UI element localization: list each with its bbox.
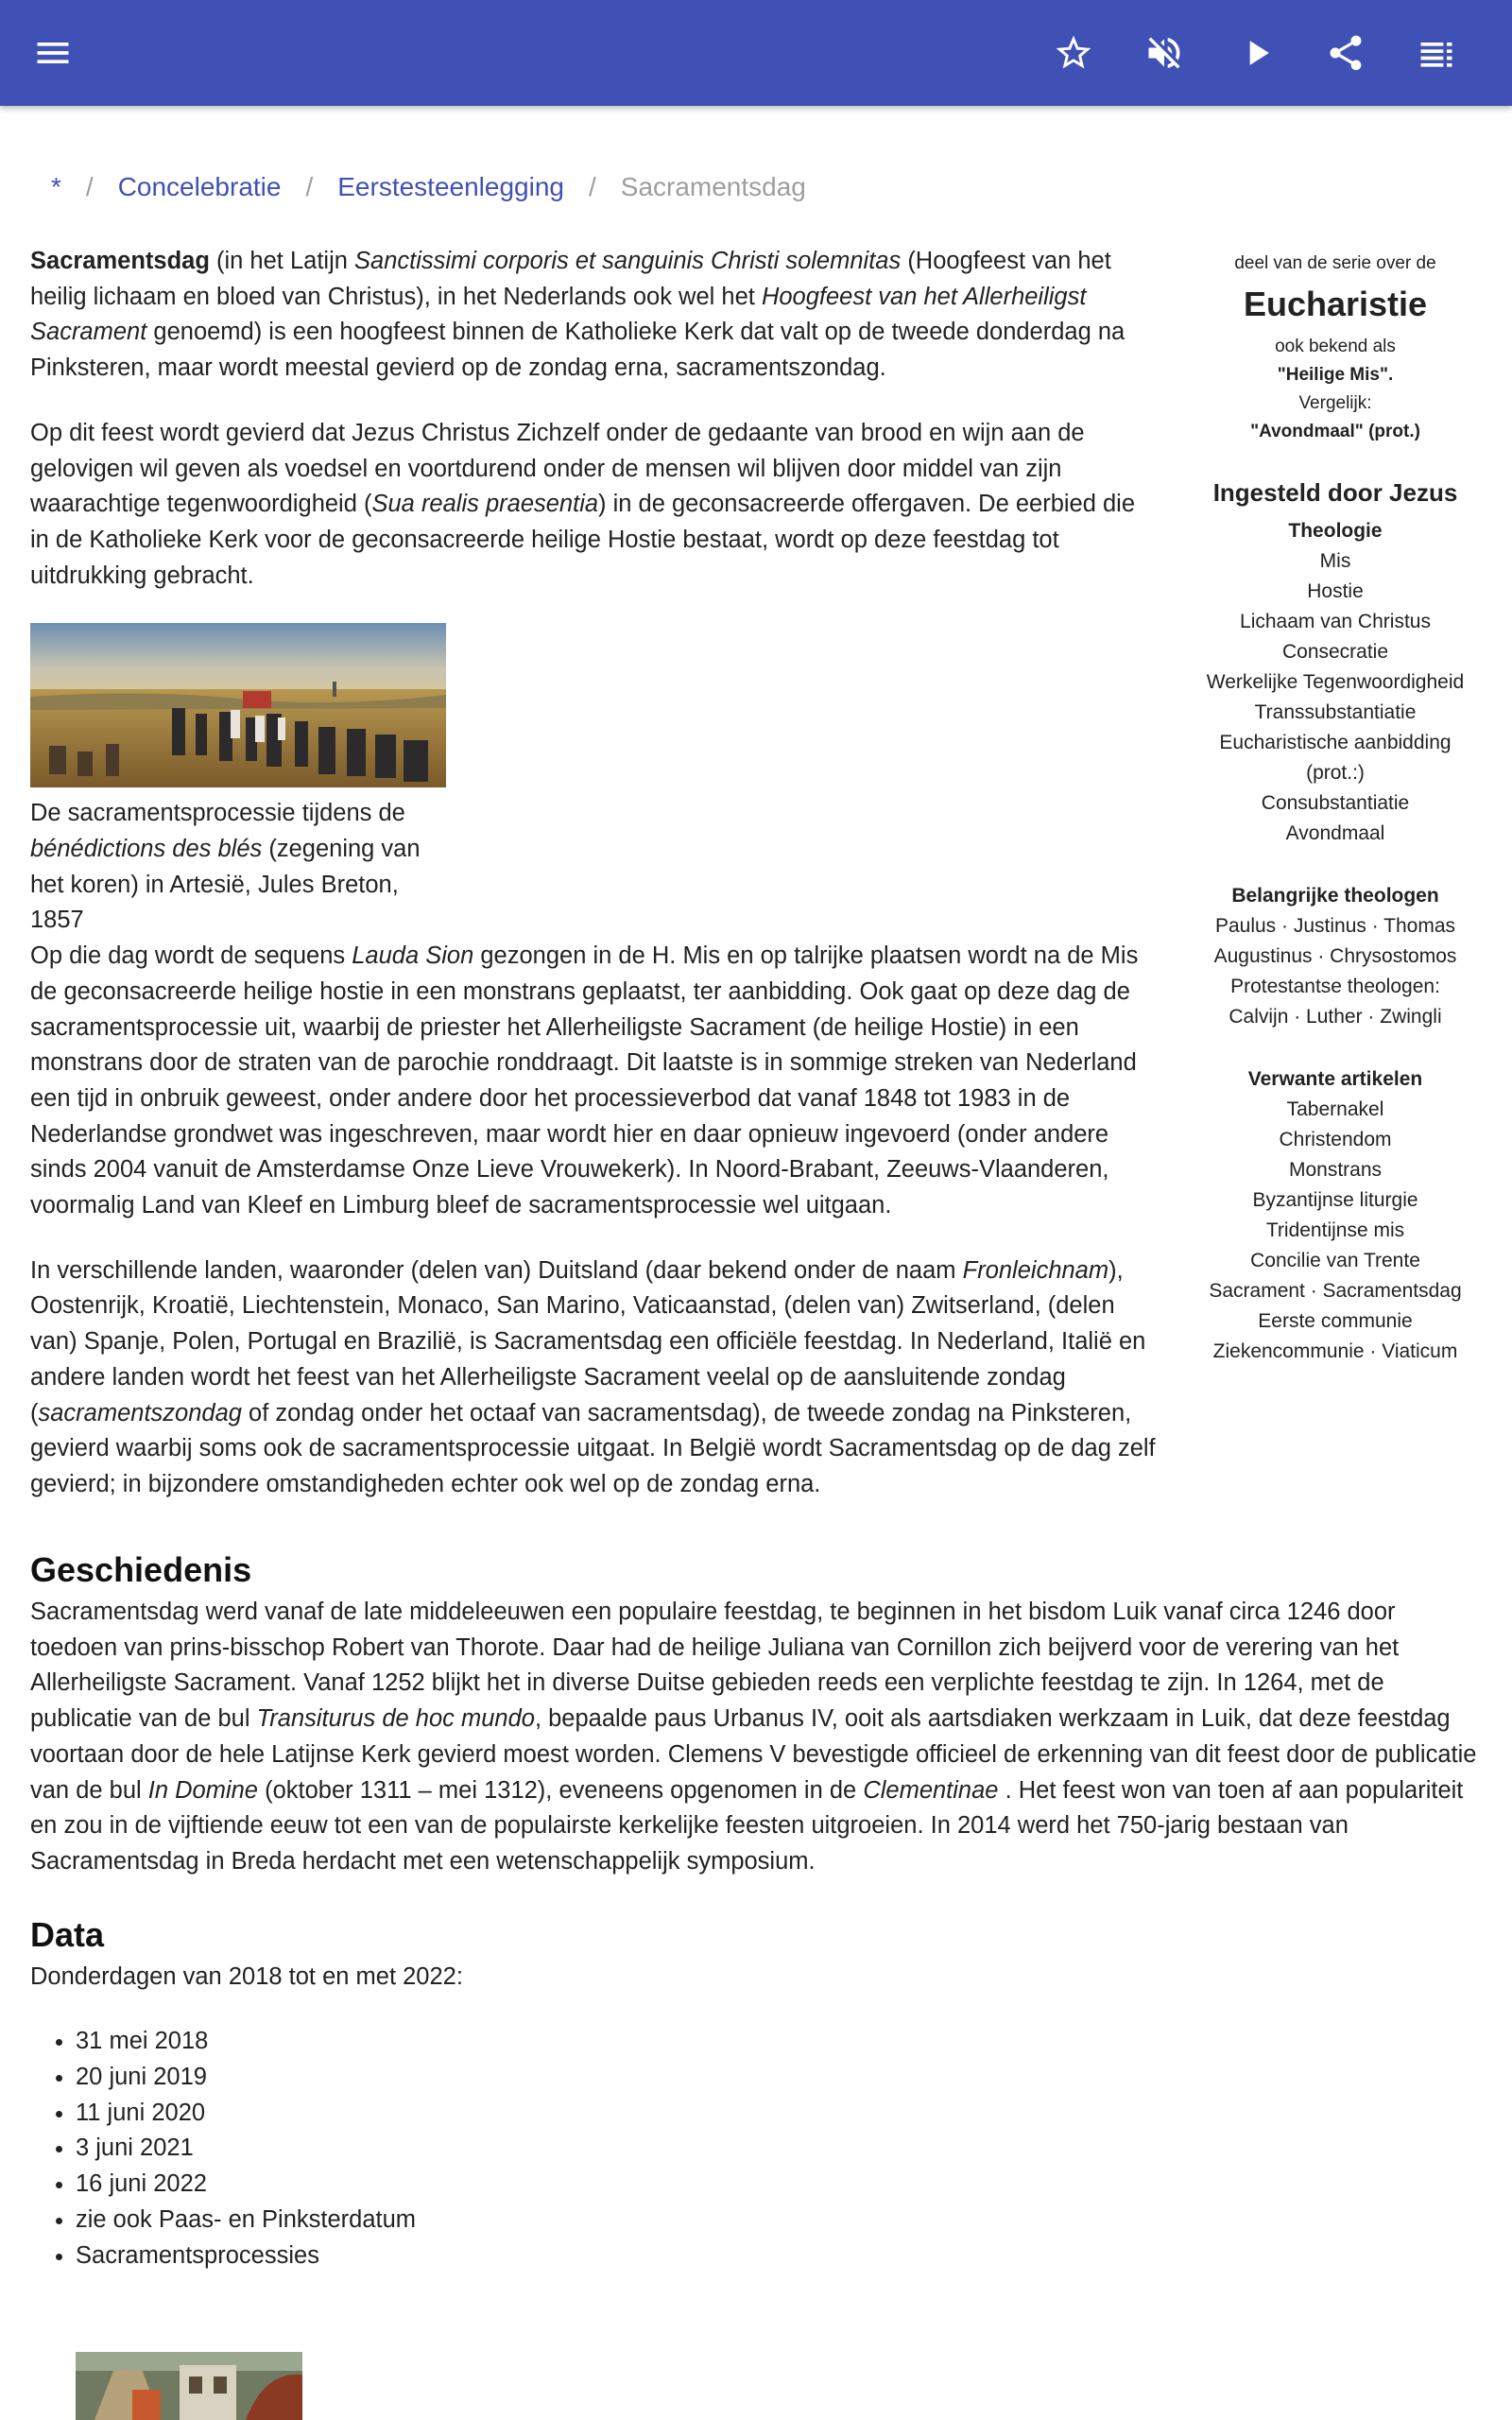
article-sections bbox=[30, 1547, 1482, 2273]
playlist-icon[interactable] bbox=[1408, 25, 1465, 81]
dates-list bbox=[76, 2024, 1482, 2273]
theologie-item[interactable]: Avondmaal bbox=[1285, 822, 1385, 844]
app-bar bbox=[0, 0, 1512, 106]
aka-label: ook bekend als bbox=[1275, 337, 1396, 356]
verwante-item[interactable]: Tridentijnse mis bbox=[1265, 1219, 1405, 1241]
list-item: • 3 juni 2021 bbox=[76, 2131, 1482, 2167]
theologen-line[interactable]: Augustinus · Chrysostomos bbox=[1213, 945, 1457, 967]
paragraph-meaning: Op dit feest wordt gevierd dat Jezus Christus Zichzelf onder de gedaante van brood en wijn aan de gelovigen wil geven als voedsel en voortdurend onder de mensen wil blijven door middel van zijn waarachtige tegenwoordigheid (Sua realis praesentia) in de geconsacreerde offergaven. De eerbied die in de Katholieke Kerk voor de geconsacreerde heilige Hostie bestaat, wordt op deze feestdag tot uitdrukking gebracht. bbox=[30, 419, 1136, 589]
theologie-item[interactable]: Consubstantiatie bbox=[1261, 792, 1410, 814]
figure-procession bbox=[30, 623, 446, 939]
intro-paragraph: Sacramentsdag (in het Latijn Sanctissimi corporis et sanguinis Christi solemnitas (Hoogfeest van het heilig lichaam en bloed van Christus), in het Nederlands ook wel het Hoogfeest van het Allerheiligst Sacrament genoemd) is een hoogfeest binnen de Katholieke Kerk dat valt op de tweede donderdag na Pinksteren, maar wordt meestal gevierd op de zondag erna, sacramentszondag. bbox=[30, 248, 1125, 382]
volume-off-icon[interactable] bbox=[1136, 25, 1193, 81]
list-item: • 16 juni 2022 bbox=[76, 2167, 1482, 2203]
aka-value: "Heilige Mis". bbox=[1277, 365, 1394, 385]
theologie-item: (prot.:) bbox=[1306, 762, 1365, 784]
verwante-item[interactable]: Concilie van Trente bbox=[1250, 1250, 1420, 1271]
theologen-heading: Belangrijke theologen bbox=[1231, 885, 1439, 907]
theologie-item[interactable]: Werkelijke Tegenwoordigheid bbox=[1206, 671, 1465, 693]
figure-caption: De sacramentsprocessie tijdens de bénédictions des blés (zegening van het koren) in Artesië, Jules Breton, 1857 bbox=[30, 800, 421, 934]
star-icon[interactable] bbox=[1045, 25, 1102, 81]
theologie-item[interactable]: Hostie bbox=[1307, 580, 1364, 602]
procession-photo-image[interactable] bbox=[76, 2352, 302, 2420]
list-item[interactable]: • zie ook Paas- en Pinksterdatum bbox=[76, 2203, 1482, 2238]
verwante-item[interactable]: Byzantijnse liturgie bbox=[1252, 1189, 1418, 1211]
list-item: • 11 juni 2020 bbox=[76, 2096, 1482, 2132]
verwante-item[interactable]: Sacrament · Sacramentsdag bbox=[1209, 1280, 1462, 1302]
breadcrumb-home[interactable]: * bbox=[51, 172, 61, 201]
compare-label: Vergelijk: bbox=[1298, 393, 1372, 413]
breadcrumb-separator: / bbox=[85, 172, 94, 201]
lead-term: Sacramentsdag bbox=[30, 248, 210, 274]
section-heading-data: Data bbox=[30, 1914, 105, 1954]
verwante-item[interactable]: Ziekencommunie · Viaticum bbox=[1212, 1340, 1458, 1362]
verwante-item[interactable]: Christendom bbox=[1279, 1129, 1392, 1150]
theologie-item[interactable]: Lichaam van Christus bbox=[1240, 611, 1431, 632]
series-title[interactable]: Eucharistie bbox=[1243, 285, 1428, 323]
list-item[interactable]: • Sacramentsprocessies bbox=[76, 2238, 1482, 2274]
paragraph-history: Sacramentsdag werd vanaf de late middeleeuwen een populaire feestdag, te beginnen in het bisdom Luik vanaf circa 1246 door toedoen van prins-bisschop Robert van Thorote. Daar had de heilige Juliana van Cornillon zich beijverd voor de verering van het Allerheiligste Sacrament. Vanaf 1252 blijkt het in diverse Duitse gebieden reeds een verplichte feestdag te zijn. In 1264, met de publicatie van de bul Transiturus de hoc mundo, bepaalde paus Urbanus IV, ooit als aartsdiaken werkzaam in Luik, dat deze feestdag voortaan door de hele Latijnse Kerk gevierd moest worden. Clemens V bevestigde officieel de erkenning van dit feest door de publicatie van de bul In Domine (oktober 1311 – mei 1312), eveneens opgenomen in de Clementinae . Het feest won van toen af aan populariteit en zou in de vijftiende eeuw tot een van de populairste kerkelijke feesten uitgroeien. In 2014 werd het 750-jarig bestaan van Sacramentsdag in Breda herdacht met een wetenschappelijk symposium. bbox=[30, 1599, 1477, 1875]
theologie-item[interactable]: Mis bbox=[1319, 550, 1351, 572]
verwante-item[interactable]: Eerste communie bbox=[1258, 1310, 1413, 1332]
paragraph-procession: Op die dag wordt de sequens Lauda Sion gezongen in de H. Mis en op talrijke plaatsen wordt na de Mis de geconsacreerde heilige hostie in een monstrans geplaatst, ter aanbidding. Ook gaat op deze dag de sacramentsprocessie uit, waarbij de priester het Allerheiligste Sacrament (de heilige Hostie) in een monstrans door de straten van de parochie ronddraagt. Dit laatste is in sommige streken van Nederland een tijd in onbruik geweest, onder andere door het processieverbod dat vanaf 1848 tot 1983 in de Nederlandse grondwet was ingeschreven, maar wordt hier en daar opnieuw ingevoerd (onder andere sinds 2004 vanuit de Amsterdamse Onze Lieve Vrouwekerk). In Noord-Brabant, Zeeuws-Vlaanderen, voormalig Land van Kleef en Limburg bleef de sacramentsprocessie wel uitgaan. bbox=[30, 942, 1139, 1219]
breadcrumb-item-concelebratie[interactable]: Concelebratie bbox=[117, 172, 282, 201]
paragraph-countries: In verschillende landen, waaronder (delen van) Duitsland (daar bekend onder de naam Fronleichnam), Oostenrijk, Kroatië, Liechtenstein, Monaco, San Marino, Vaticaanstad, (delen van) Zwitserland, (delen van) Spanje, Polen, Portugal en Brazilië, is Sacramentsdag een officiële feestdag. In Nederland, Italië en andere landen wordt het feest van het Allerheiligste Sacrament veelal op de aansluitende zondag (sacramentszondag of zondag onder het octaaf van sacramentsdag), de tweede zondag na Pinksteren, gevierd waarbij soms ook de sacramentsprocessie uitgaat. In België wordt Sacramentsdag op de dag zelf gevierd; in bijzondere omstandigheden echter ook wel op de zondag erna. bbox=[30, 1256, 1156, 1497]
theologen-line[interactable]: Paulus · Justinus · Thomas bbox=[1214, 915, 1456, 937]
verwante-item[interactable]: Monstrans bbox=[1288, 1159, 1383, 1181]
data-intro: Donderdagen van 2018 tot en met 2022: bbox=[30, 1962, 463, 1990]
breadcrumb bbox=[51, 170, 806, 204]
instituted-heading: Ingesteld door Jezus bbox=[1212, 478, 1458, 507]
share-icon[interactable] bbox=[1317, 25, 1374, 81]
compare-value: "Avondmaal" (prot.) bbox=[1250, 422, 1420, 441]
article-body bbox=[30, 244, 1160, 1532]
procession-painting-image[interactable] bbox=[30, 623, 446, 787]
spacer bbox=[1189, 446, 1482, 475]
breadcrumb-current: Sacramentsdag bbox=[620, 172, 806, 201]
list-item: • 31 mei 2018 bbox=[76, 2024, 1482, 2060]
series-label: deel van de serie over de bbox=[1234, 253, 1436, 273]
theologie-item[interactable]: Transsubstantiatie bbox=[1254, 701, 1417, 723]
list-item: • 20 juni 2019 bbox=[76, 2060, 1482, 2096]
theologie-heading: Theologie bbox=[1288, 520, 1383, 542]
breadcrumb-item-eerstesteenlegging[interactable]: Eerstesteenlegging bbox=[337, 172, 564, 201]
section-heading-geschiedenis: Geschiedenis bbox=[30, 1550, 252, 1589]
verwante-item[interactable]: Tabernakel bbox=[1286, 1098, 1384, 1120]
breadcrumb-separator: / bbox=[305, 172, 314, 201]
theologen-line: Protestantse theologen: bbox=[1230, 976, 1440, 997]
breadcrumb-separator: / bbox=[588, 172, 596, 201]
verwante-heading: Verwante artikelen bbox=[1247, 1068, 1423, 1090]
spacer bbox=[1189, 849, 1482, 881]
theologie-item[interactable]: Eucharistische aanbidding bbox=[1219, 732, 1452, 753]
infobox-eucharistie bbox=[1189, 250, 1482, 1367]
spacer bbox=[1189, 1032, 1482, 1064]
menu-icon[interactable] bbox=[25, 25, 81, 81]
play-icon[interactable] bbox=[1228, 25, 1285, 81]
theologie-item[interactable]: Consecratie bbox=[1281, 641, 1389, 663]
theologen-line[interactable]: Calvijn · Luther · Zwingli bbox=[1228, 1006, 1442, 1028]
